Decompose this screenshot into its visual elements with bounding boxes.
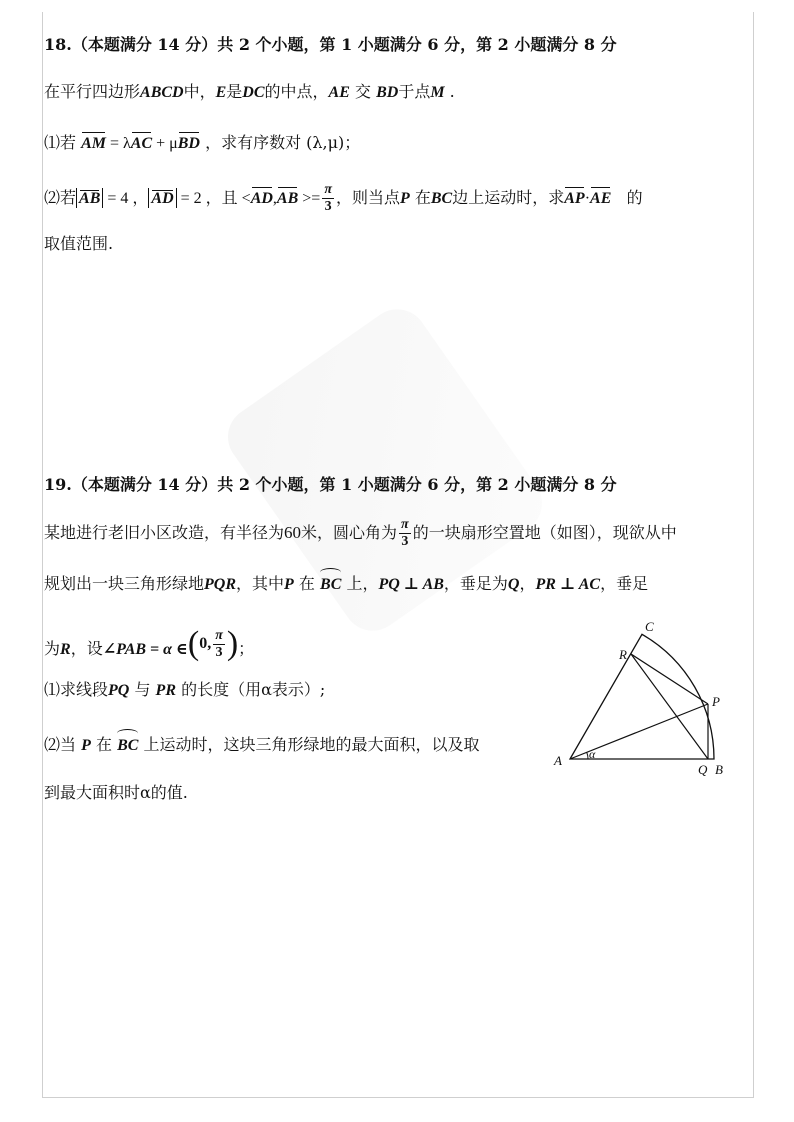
text: ，垂足 (600, 574, 649, 593)
denominator: 3 (401, 534, 409, 549)
segment-rq (631, 654, 708, 759)
numerator: π (215, 627, 223, 643)
text: 与 (134, 680, 151, 699)
segment-pr: PR (155, 682, 176, 699)
q19-line1 (44, 517, 677, 550)
vector-am: AM (81, 130, 106, 156)
arc-bc: BC (320, 573, 341, 597)
text: 交 (354, 82, 371, 101)
vector-ap: AP (564, 185, 584, 211)
text: . (449, 82, 455, 101)
point-r: R (60, 641, 71, 658)
arc-bc: BC (117, 734, 138, 758)
text: 在 (95, 735, 112, 754)
label-b: B (715, 762, 723, 777)
q19-part1 (44, 678, 325, 703)
text: = λ (106, 135, 131, 152)
point-p: P (284, 576, 294, 593)
parallelogram-name: ABCD (140, 84, 184, 101)
abs-ab (76, 188, 103, 208)
segment-bc: BC (430, 190, 453, 207)
text: 的一块扇形空置地（如图），现欲从中 (412, 523, 677, 542)
label-a: A (554, 753, 562, 768)
point-e: E (215, 84, 227, 101)
text: 某地进行老旧小区改造，有半径为 (44, 523, 285, 542)
right-paren: ) (226, 625, 239, 662)
text: 米，圆心角为 (301, 523, 398, 542)
interval (188, 624, 238, 664)
vector-bd: BD (178, 130, 200, 156)
text: 在平行四边形 (44, 82, 141, 101)
q19-line2 (44, 572, 648, 597)
dot-product: · (584, 190, 591, 207)
text: 的中点， (264, 82, 329, 101)
text: ，垂足为 (443, 574, 508, 593)
q18-header: 18.（本题满分 14 分）共 2 个小题，第 1 小题满分 6 分，第 2 小题满分 8 分 (44, 35, 617, 54)
text: ，则当点 (335, 188, 400, 207)
vector-ab: AB (79, 190, 101, 207)
segment-pq: PQ (108, 682, 130, 699)
label-p: P (712, 694, 720, 709)
q19-header: 19.（本题满分 14 分）共 2 个小题，第 1 小题满分 6 分，第 2 小题满分 8 分 (44, 475, 617, 494)
point-q: Q (507, 576, 520, 593)
text: 为 (44, 639, 61, 658)
q18-part1 (44, 130, 360, 156)
text: ，求有序数对 (λ,μ)； (205, 133, 361, 152)
segment-pr (631, 654, 708, 704)
text: 于点 (398, 82, 431, 101)
part-label: ⑵若 (44, 188, 77, 207)
label-c: C (645, 619, 654, 634)
radius-value: 60 (284, 523, 302, 542)
text: 的长度（用α表示）; (181, 680, 326, 699)
text: = 4 ， (103, 190, 149, 207)
fraction-pi-over-3 (399, 517, 411, 550)
fraction-pi-over-3 (213, 628, 225, 661)
point-p: P (399, 190, 410, 207)
text: + μ (152, 135, 178, 152)
q19-part2-cont: 到最大面积时α的值. (44, 783, 188, 802)
segment-ae: AE (328, 84, 350, 101)
part-label: ⑴求线段 (44, 680, 109, 699)
interval-lower: 0, (199, 635, 212, 652)
label-alpha: α (589, 747, 596, 761)
text: 在 (414, 188, 431, 207)
text: >= (298, 190, 321, 207)
part-label: ⑴若 (44, 133, 77, 152)
label-q: Q (698, 762, 708, 777)
sector-figure (548, 617, 738, 782)
vector-ad: AD (251, 185, 273, 211)
text: 上， (346, 574, 379, 593)
abs-ad (148, 188, 176, 208)
vector-ac: AC (131, 130, 152, 156)
text: , (272, 190, 277, 207)
numerator: π (401, 517, 409, 532)
text: 规划出一块三角形绿地 (44, 574, 205, 593)
text: ， (519, 574, 536, 593)
sector-outline (570, 634, 714, 759)
q18-part2 (44, 182, 643, 215)
text: 边上运动时，求 (452, 188, 565, 207)
q18-intro (44, 80, 455, 105)
denominator: 3 (324, 199, 332, 214)
vector-ab: AB (277, 185, 298, 211)
point-m: M (430, 84, 445, 101)
numerator: π (324, 182, 332, 197)
text: 在 (298, 574, 315, 593)
angle-definition: ∠PAB = α ∈ (102, 641, 188, 658)
text: ； (238, 639, 255, 658)
perpendicular-pr-ac: PR ⊥ AC (535, 576, 601, 593)
segment-bd: BD (376, 84, 399, 101)
denominator: 3 (215, 644, 223, 660)
triangle-pqr: PQR (204, 576, 237, 593)
text: 中， (183, 82, 216, 101)
text: = 2 ，且 < (176, 190, 251, 207)
part-label: ⑵当 (44, 735, 77, 754)
left-paren: ( (187, 625, 200, 662)
perpendicular-pq-ab: PQ ⊥ AB (378, 576, 444, 593)
label-r: R (619, 647, 627, 662)
text: 上运动时，这块三角形绿地的最大面积，以及取 (143, 735, 480, 754)
text: ，其中 (236, 574, 285, 593)
q19-line3 (44, 624, 254, 670)
angle-alpha-arc (587, 752, 588, 759)
point-p: P (81, 737, 91, 754)
text: ，设 (70, 639, 103, 658)
text: 是 (226, 82, 243, 101)
text: 的 (626, 188, 643, 207)
vector-ad: AD (151, 190, 174, 207)
vector-ae: AE (590, 185, 611, 211)
fraction-pi-over-3 (322, 182, 334, 215)
q19-part2 (44, 733, 480, 758)
segment-dc: DC (242, 84, 265, 101)
q18-part2-cont: 取值范围. (44, 234, 114, 253)
